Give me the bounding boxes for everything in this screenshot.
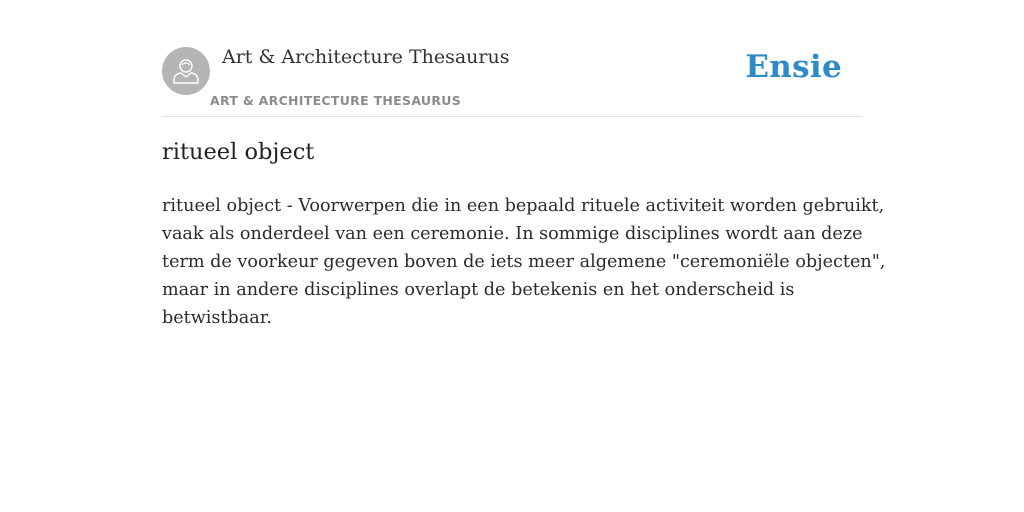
body-line: maar in andere disciplines overlapt de betekenis en het onderscheid is [162, 280, 795, 300]
author-name[interactable]: Art & Architecture Thesaurus [222, 46, 510, 68]
body-line: term de voorkeur gegeven boven de iets meer algemene "ceremoniële objecten", [162, 252, 886, 272]
article-title: ritueel object [162, 139, 315, 165]
body-line: vaak als onderdeel van een ceremonie. In sommige disciplines wordt aan deze [162, 224, 863, 244]
body-line: betwistbaar. [162, 308, 272, 328]
avatar[interactable] [162, 47, 210, 95]
body-line: ritueel object - Voorwerpen die in een bepaald rituele activiteit worden gebruikt, [162, 196, 885, 216]
ensie-logo[interactable]: Ensie [745, 49, 842, 85]
article-body [162, 192, 886, 332]
user-icon [171, 56, 201, 86]
author-subtitle[interactable]: ART & ARCHITECTURE THESAURUS [210, 93, 462, 108]
page-header [162, 40, 862, 117]
